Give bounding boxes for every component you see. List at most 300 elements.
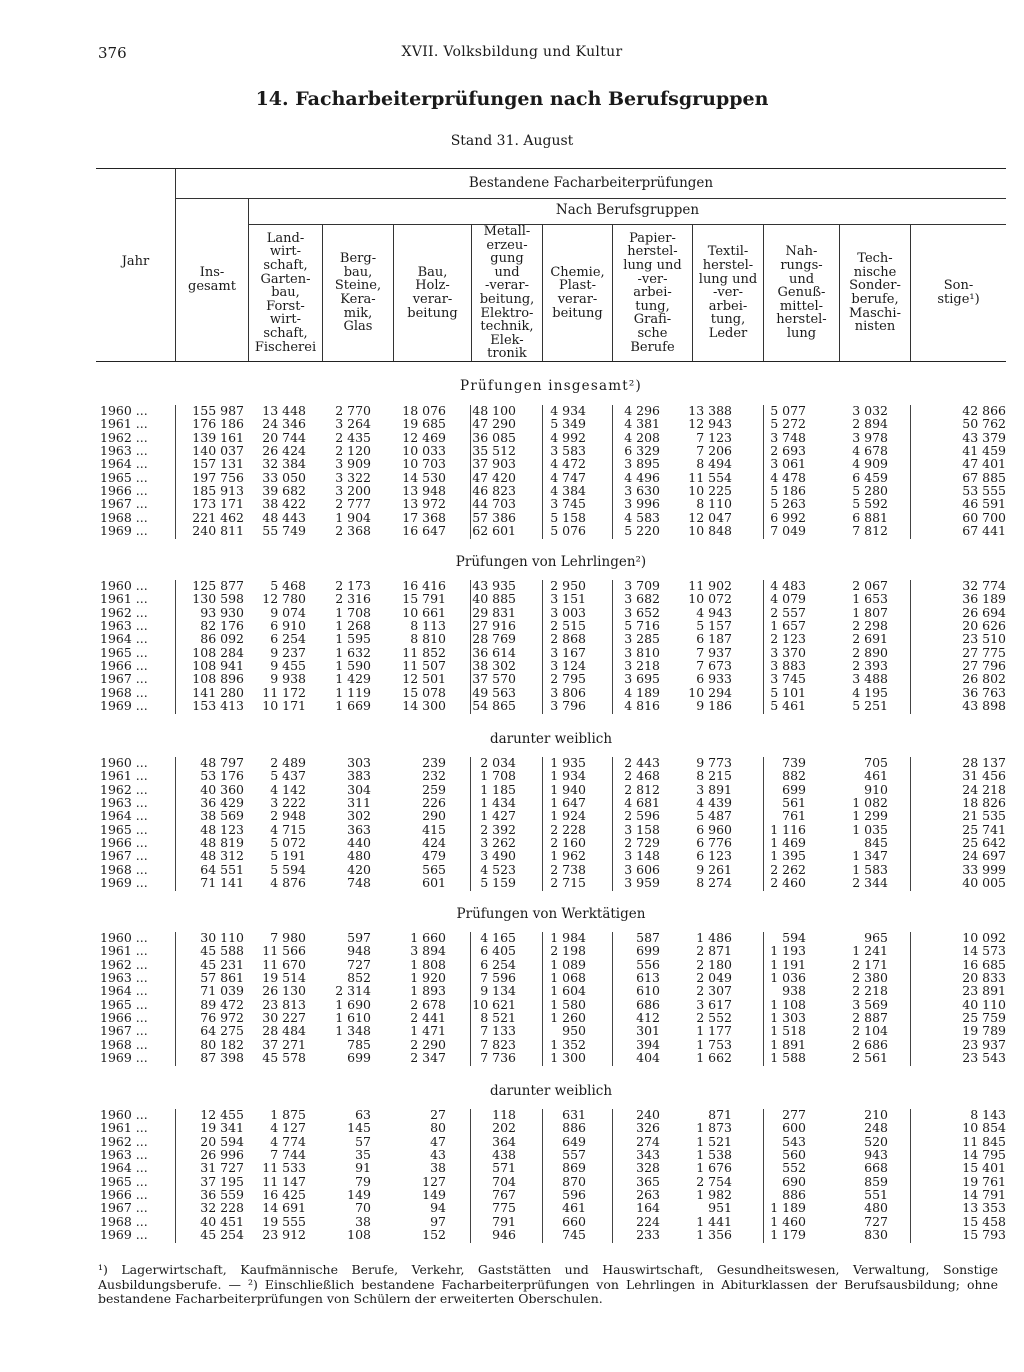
section-title: darunter weiblich (489, 731, 613, 747)
value-cell: 8 143 (970, 1107, 1006, 1122)
value-cell: 17 368 (402, 509, 446, 525)
value-cell: 19 514 (262, 970, 306, 986)
value-cell: 108 941 (192, 658, 244, 674)
year-cell: 1969 ... (100, 875, 148, 891)
value-cell: 943 (864, 1147, 888, 1163)
year-cell: 1961 ... (100, 1120, 148, 1136)
value-cell: 3 617 (696, 996, 732, 1012)
value-cell: 3 748 (770, 429, 806, 445)
value-cell: 5 487 (696, 808, 732, 824)
value-cell: 11 566 (262, 943, 306, 959)
value-cell: 226 (422, 795, 446, 811)
header-col-sonstige: Son- stige¹) (937, 278, 980, 307)
value-cell: 3 978 (852, 429, 888, 445)
header-col-bergbau: Berg- bau, Steine, Kera- mik, Glas (334, 251, 382, 335)
value-cell: 571 (492, 1160, 516, 1176)
value-cell: 36 085 (472, 429, 516, 445)
value-cell: 86 092 (200, 631, 244, 647)
page-number: 376 (98, 44, 127, 62)
value-cell: 224 (636, 1213, 660, 1229)
value-cell: 2 715 (550, 875, 586, 891)
value-cell: 35 512 (472, 443, 516, 459)
header-col-landwirtschaft: Land- wirt- schaft, Garten- bau, Forst- wirt- schaft, Fischerei (254, 230, 317, 355)
value-cell: 4 165 (480, 930, 516, 945)
value-cell: 1 604 (550, 983, 586, 999)
value-cell: 8 810 (410, 631, 446, 647)
value-cell: 16 416 (402, 578, 446, 593)
value-cell: 23 912 (262, 1227, 306, 1243)
value-cell: 14 573 (962, 943, 1006, 959)
value-cell: 36 189 (962, 591, 1006, 607)
value-cell: 239 (422, 755, 446, 770)
value-cell: 4 195 (852, 684, 888, 700)
value-cell: 1 595 (335, 631, 371, 647)
value-cell: 2 173 (335, 578, 371, 593)
value-cell: 859 (864, 1173, 888, 1189)
value-cell: 3 682 (624, 591, 660, 607)
year-cell: 1967 ... (100, 848, 148, 864)
value-cell: 2 795 (550, 671, 586, 687)
year-cell: 1968 ... (100, 861, 148, 877)
value-cell: 7 049 (770, 523, 806, 539)
value-cell: 869 (562, 1160, 586, 1176)
value-cell: 556 (636, 956, 660, 972)
table-row (96, 699, 1006, 713)
value-cell: 6 881 (852, 509, 888, 525)
year-cell: 1965 ... (100, 821, 148, 837)
value-cell: 47 401 (962, 456, 1006, 472)
value-cell: 2 435 (335, 429, 371, 445)
value-cell: 54 865 (472, 698, 516, 714)
value-cell: 32 774 (962, 578, 1006, 593)
value-cell: 12 455 (200, 1107, 244, 1122)
value-cell: 29 831 (472, 604, 516, 620)
value-cell: 45 578 (262, 1050, 306, 1066)
value-cell: 7 133 (480, 1023, 516, 1039)
value-cell: 2 738 (550, 861, 586, 877)
value-cell: 1 610 (335, 1010, 371, 1026)
value-cell: 948 (347, 943, 371, 959)
value-cell: 53 176 (200, 768, 244, 784)
value-cell: 44 703 (472, 496, 516, 512)
value-cell: 274 (636, 1133, 660, 1149)
value-cell: 3 158 (624, 821, 660, 837)
year-cell: 1967 ... (100, 671, 148, 687)
value-cell: 173 171 (192, 496, 244, 512)
value-cell: 30 227 (262, 1010, 306, 1026)
table-row (96, 592, 1006, 606)
value-cell: 3 148 (624, 848, 660, 864)
value-cell: 938 (782, 983, 806, 999)
value-cell: 1 538 (696, 1147, 732, 1163)
value-cell: 5 191 (270, 848, 306, 864)
value-cell: 82 176 (200, 618, 244, 634)
year-cell: 1961 ... (100, 943, 148, 959)
value-cell: 2 770 (335, 403, 371, 418)
value-cell: 1 299 (852, 808, 888, 824)
value-cell: 383 (347, 768, 371, 784)
year-cell: 1968 ... (100, 509, 148, 525)
table-row (96, 809, 1006, 823)
value-cell: 277 (782, 1107, 806, 1122)
value-cell: 10 848 (688, 523, 732, 539)
value-cell: 210 (864, 1107, 888, 1122)
value-cell: 38 (430, 1160, 446, 1176)
table-row (96, 769, 1006, 783)
value-cell: 2 777 (335, 496, 371, 512)
value-cell: 6 960 (696, 821, 732, 837)
value-cell: 1 940 (550, 781, 586, 797)
value-cell: 4 523 (480, 861, 516, 877)
value-cell: 152 (422, 1227, 446, 1243)
value-cell: 28 769 (472, 631, 516, 647)
value-cell: 6 933 (696, 671, 732, 687)
value-cell: 4 992 (550, 429, 586, 445)
value-cell: 5 468 (270, 578, 306, 593)
value-cell: 16 685 (962, 956, 1006, 972)
value-cell: 699 (782, 781, 806, 797)
year-cell: 1967 ... (100, 1200, 148, 1216)
section-title: Prüfungen von Werktätigen (456, 906, 646, 922)
table-row (96, 632, 1006, 646)
value-cell: 1 189 (770, 1200, 806, 1216)
value-cell: 5 280 (852, 483, 888, 499)
value-cell: 1 089 (550, 956, 586, 972)
value-cell: 47 (430, 1133, 446, 1149)
value-cell: 2 596 (624, 808, 660, 824)
value-cell: 248 (864, 1120, 888, 1136)
value-cell: 1 962 (550, 848, 586, 864)
year-cell: 1961 ... (100, 416, 148, 432)
value-cell: 232 (422, 768, 446, 784)
value-cell: 43 935 (472, 578, 516, 593)
value-cell: 704 (492, 1173, 516, 1189)
value-cell: 7 980 (270, 930, 306, 945)
year-cell: 1961 ... (100, 768, 148, 784)
value-cell: 127 (422, 1173, 446, 1189)
value-cell: 745 (562, 1227, 586, 1243)
value-cell: 25 759 (962, 1010, 1006, 1026)
value-cell: 10 033 (402, 443, 446, 459)
year-cell: 1962 ... (100, 1133, 148, 1149)
table-row (96, 417, 1006, 431)
value-cell: 3 322 (335, 469, 371, 485)
value-cell: 1 036 (770, 970, 806, 986)
value-cell: 38 422 (262, 496, 306, 512)
table-row (96, 944, 1006, 958)
value-cell: 479 (422, 848, 446, 864)
value-cell: 1 035 (852, 821, 888, 837)
value-cell: 2 693 (770, 443, 806, 459)
value-cell: 26 424 (262, 443, 306, 459)
value-cell: 660 (562, 1213, 586, 1229)
year-cell: 1966 ... (100, 1187, 148, 1203)
value-cell: 4 774 (270, 1133, 306, 1149)
value-cell: 6 992 (770, 509, 806, 525)
value-cell: 1 632 (335, 644, 371, 660)
value-cell: 5 076 (550, 523, 586, 539)
value-cell: 4 127 (270, 1120, 306, 1136)
value-cell: 40 110 (962, 996, 1006, 1012)
value-cell: 9 074 (270, 604, 306, 620)
value-cell: 11 554 (688, 469, 732, 485)
value-cell: 45 231 (200, 956, 244, 972)
value-cell: 1 300 (550, 1050, 586, 1066)
value-cell: 48 123 (200, 821, 244, 837)
value-cell: 40 451 (200, 1213, 244, 1229)
value-cell: 4 715 (270, 821, 306, 837)
year-cell: 1964 ... (100, 456, 148, 472)
header-col-technische: Tech- nische Sonder- berufe, Maschi- nisten (849, 251, 901, 335)
value-cell: 1 193 (770, 943, 806, 959)
value-cell: 3 745 (770, 671, 806, 687)
table-row (96, 984, 1006, 998)
section-title: Prüfungen von Lehrlingen²) (455, 554, 647, 570)
header-col-papier: Papier- herstel- lung und -ver- arbei- tung, Grafi- sche Berufe (623, 230, 682, 355)
value-cell: 4 208 (624, 429, 660, 445)
value-cell: 2 948 (270, 808, 306, 824)
year-cell: 1962 ... (100, 429, 148, 445)
value-cell: 53 555 (962, 483, 1006, 499)
value-cell: 3 490 (480, 848, 516, 864)
value-cell: 415 (422, 821, 446, 837)
value-cell: 365 (636, 1173, 660, 1189)
value-cell: 727 (347, 956, 371, 972)
value-cell: 1 241 (852, 943, 888, 959)
value-cell: 1 116 (770, 821, 806, 837)
value-cell: 552 (782, 1160, 806, 1176)
value-cell: 36 429 (200, 795, 244, 811)
value-cell: 2 049 (696, 970, 732, 986)
value-cell: 438 (492, 1147, 516, 1163)
value-cell: 3 745 (550, 496, 586, 512)
value-cell: 42 866 (962, 403, 1006, 418)
year-cell: 1965 ... (100, 644, 148, 660)
value-cell: 32 228 (200, 1200, 244, 1216)
year-cell: 1966 ... (100, 835, 148, 851)
value-cell: 1 427 (480, 808, 516, 824)
value-cell: 5 263 (770, 496, 806, 512)
value-cell: 3 894 (410, 943, 446, 959)
year-cell: 1968 ... (100, 1036, 148, 1052)
value-cell: 31 456 (962, 768, 1006, 784)
value-cell: 1 260 (550, 1010, 586, 1026)
value-cell: 1 920 (410, 970, 446, 986)
value-cell: 1 708 (480, 768, 516, 784)
value-cell: 185 913 (192, 483, 244, 499)
value-cell: 37 195 (200, 1173, 244, 1189)
value-cell: 2 441 (410, 1010, 446, 1026)
value-cell: 2 754 (696, 1173, 732, 1189)
value-cell: 1 935 (550, 755, 586, 770)
value-cell: 5 251 (852, 698, 888, 714)
value-cell: 8 494 (696, 456, 732, 472)
value-cell: 13 948 (402, 483, 446, 499)
value-cell: 1 676 (696, 1160, 732, 1176)
value-cell: 1 873 (696, 1120, 732, 1136)
value-cell: 15 791 (402, 591, 446, 607)
value-cell: 118 (492, 1107, 516, 1122)
value-cell: 149 (347, 1187, 371, 1203)
value-cell: 40 360 (200, 781, 244, 797)
value-cell: 145 (347, 1120, 371, 1136)
value-cell: 19 341 (200, 1120, 244, 1136)
value-cell: 240 (636, 1107, 660, 1122)
value-cell: 139 161 (192, 429, 244, 445)
value-cell: 363 (347, 821, 371, 837)
header-col-bau: Bau, Holz- verar- beitung (407, 264, 458, 321)
year-cell: 1968 ... (100, 1213, 148, 1229)
value-cell: 7 823 (480, 1036, 516, 1052)
value-cell: 3 891 (696, 781, 732, 797)
value-cell: 5 158 (550, 509, 586, 525)
header-divider (175, 198, 1006, 199)
value-cell: 1 347 (852, 848, 888, 864)
year-cell: 1965 ... (100, 469, 148, 485)
value-cell: 2 887 (852, 1010, 888, 1026)
value-cell: 1 352 (550, 1036, 586, 1052)
value-cell: 38 (355, 1213, 371, 1229)
value-cell: 240 811 (192, 523, 244, 539)
value-cell: 60 700 (962, 509, 1006, 525)
value-cell: 2 561 (852, 1050, 888, 1066)
value-cell: 699 (347, 1050, 371, 1066)
value-cell: 89 472 (200, 996, 244, 1012)
value-cell: 24 697 (962, 848, 1006, 864)
value-cell: 37 271 (262, 1036, 306, 1052)
value-cell: 20 626 (962, 618, 1006, 634)
value-cell: 440 (347, 835, 371, 851)
value-cell: 9 237 (270, 644, 306, 660)
value-cell: 7 736 (480, 1050, 516, 1066)
value-cell: 71 141 (200, 875, 244, 891)
value-cell: 48 819 (200, 835, 244, 851)
table-row (96, 497, 1006, 511)
value-cell: 668 (864, 1160, 888, 1176)
value-cell: 2 443 (624, 755, 660, 770)
value-cell: 157 131 (192, 456, 244, 472)
value-cell: 12 780 (262, 591, 306, 607)
value-cell: 76 972 (200, 1010, 244, 1026)
value-cell: 4 934 (550, 403, 586, 418)
year-cell: 1969 ... (100, 523, 148, 539)
value-cell: 48 312 (200, 848, 244, 864)
year-cell: 1962 ... (100, 604, 148, 620)
value-cell: 19 789 (962, 1023, 1006, 1039)
value-cell: 6 254 (480, 956, 516, 972)
value-cell: 32 384 (262, 456, 306, 472)
value-cell: 80 182 (200, 1036, 244, 1052)
value-cell: 2 552 (696, 1010, 732, 1026)
value-cell: 301 (636, 1023, 660, 1039)
value-cell: 15 458 (962, 1213, 1006, 1229)
value-cell: 11 902 (688, 578, 732, 593)
value-cell: 46 823 (472, 483, 516, 499)
value-cell: 9 134 (480, 983, 516, 999)
value-cell: 886 (782, 1187, 806, 1203)
year-cell: 1967 ... (100, 1023, 148, 1039)
year-cell: 1969 ... (100, 1227, 148, 1243)
value-cell: 4 189 (624, 684, 660, 700)
value-cell: 63 (355, 1107, 371, 1122)
value-cell: 5 159 (480, 875, 516, 891)
value-cell: 1 356 (696, 1227, 732, 1243)
value-cell: 55 749 (262, 523, 306, 539)
value-cell: 8 215 (696, 768, 732, 784)
value-cell: 48 100 (472, 403, 516, 418)
value-cell: 38 569 (200, 808, 244, 824)
value-cell: 1 982 (696, 1187, 732, 1203)
value-cell: 6 776 (696, 835, 732, 851)
value-cell: 10 092 (962, 930, 1006, 945)
value-cell: 25 642 (962, 835, 1006, 851)
value-cell: 304 (347, 781, 371, 797)
value-cell: 79 (355, 1173, 371, 1189)
year-cell: 1960 ... (100, 1107, 148, 1122)
value-cell: 3 652 (624, 604, 660, 620)
value-cell: 15 401 (962, 1160, 1006, 1176)
value-cell: 7 812 (852, 523, 888, 539)
value-cell: 20 833 (962, 970, 1006, 986)
value-cell: 28 137 (962, 755, 1006, 770)
value-cell: 2 228 (550, 821, 586, 837)
value-cell: 1 177 (696, 1023, 732, 1039)
value-cell: 20 744 (262, 429, 306, 445)
value-cell: 480 (347, 848, 371, 864)
value-cell: 5 349 (550, 416, 586, 432)
value-cell: 1 469 (770, 835, 806, 851)
value-cell: 91 (355, 1160, 371, 1176)
value-cell: 10 621 (472, 996, 516, 1012)
value-cell: 404 (636, 1050, 660, 1066)
value-cell: 4 079 (770, 591, 806, 607)
value-cell: 7 123 (696, 429, 732, 445)
year-cell: 1968 ... (100, 684, 148, 700)
value-cell: 852 (347, 970, 371, 986)
value-cell: 3 200 (335, 483, 371, 499)
value-cell: 140 037 (192, 443, 244, 459)
value-cell: 4 678 (852, 443, 888, 459)
value-cell: 343 (636, 1147, 660, 1163)
value-cell: 597 (347, 930, 371, 945)
value-cell: 3 285 (624, 631, 660, 647)
header-col-textil: Textil- herstel- lung und -ver- arbei- tung, Leder (698, 244, 758, 341)
table-row (96, 672, 1006, 686)
value-cell: 3 167 (550, 644, 586, 660)
value-cell: 11 172 (262, 684, 306, 700)
value-cell: 19 685 (402, 416, 446, 432)
value-cell: 16 647 (402, 523, 446, 539)
value-cell: 520 (864, 1133, 888, 1149)
value-cell: 5 592 (852, 496, 888, 512)
value-cell: 125 877 (192, 578, 244, 593)
value-cell: 48 443 (262, 509, 306, 525)
value-cell: 727 (864, 1213, 888, 1229)
value-cell: 11 533 (262, 1160, 306, 1176)
value-cell: 4 816 (624, 698, 660, 714)
table-header (96, 168, 1006, 362)
value-cell: 4 296 (624, 403, 660, 418)
value-cell: 2 468 (624, 768, 660, 784)
value-cell: 631 (562, 1107, 586, 1122)
value-cell: 6 405 (480, 943, 516, 959)
value-cell: 561 (782, 795, 806, 811)
table-row (96, 457, 1006, 471)
value-cell: 4 496 (624, 469, 660, 485)
value-cell: 1 068 (550, 970, 586, 986)
value-cell: 50 762 (962, 416, 1006, 432)
value-cell: 36 763 (962, 684, 1006, 700)
